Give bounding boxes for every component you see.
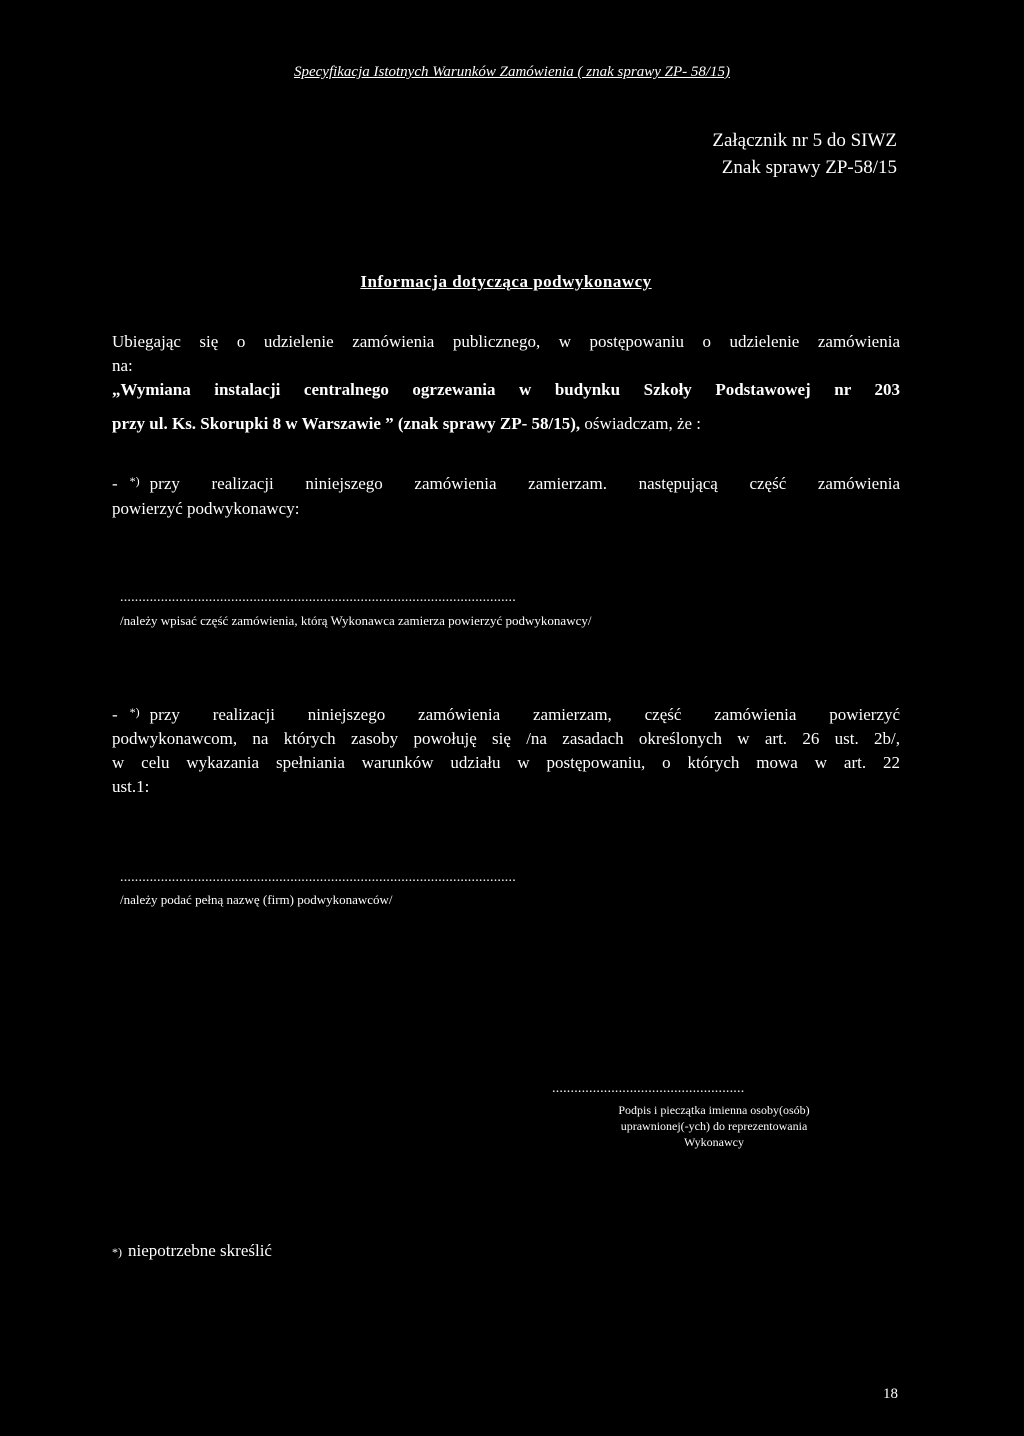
signature-caption (548, 1102, 880, 1150)
option-1-line-1 (112, 474, 900, 494)
contract-name-line-1: „Wymiana instalacji centralnego ogrzewania w budynku Szkoły Podstawowej nr 203 (112, 380, 900, 399)
option-1-footnote-mark: *) (129, 474, 140, 488)
statement-text: oświadczam, że : (580, 414, 702, 433)
option-2-line-4: ust.1: (112, 777, 150, 796)
footnote-mark: *) (112, 1245, 122, 1259)
signature-fill-line: .................................................... (552, 1081, 745, 1096)
running-header: Specyfikacja Istotnych Warunków Zamówienia ( znak sprawy ZP- 58/15) (293, 64, 731, 80)
signature-caption-line-1: Podpis i pieczątka imienna osoby(osób) (618, 1103, 810, 1117)
option-2-text: przy realizacji niniejszego zamówienia zamierzam, część zamówienia powierzyć (149, 705, 900, 724)
signature-caption-line-2: uprawnionej(-ych) do reprezentowania (620, 1119, 808, 1133)
option-2-line-3: w celu wykazania spełniania warunków udziału w postępowaniu, o których mowa w art. 22 (112, 753, 900, 772)
option-2-dash: - (112, 705, 118, 724)
option-1-fill-line: ........................................................................................................... (120, 590, 516, 605)
option-2-line-2: podwykonawcom, na których zasoby powołuję się /na zasadach określonych w art. 26 ust. 2b/, (112, 729, 900, 748)
option-1-line-2: powierzyć podwykonawcy: (112, 499, 300, 518)
footnote-text: niepotrzebne skreślić (128, 1241, 272, 1260)
option-1-dash: - (112, 474, 118, 493)
option-2-hint: /należy podać pełną nazwę (firm) podwykonawców/ (120, 892, 393, 907)
option-2-fill-line: ........................................................................................................... (120, 870, 516, 885)
signature-caption-line-3: Wykonawcy (684, 1135, 744, 1149)
option-1-hint: /należy wpisać część zamówienia, którą Wykonawca zamierza powierzyć podwykonawcy/ (120, 613, 592, 628)
page-number: 18 (883, 1386, 898, 1402)
case-number: Znak sprawy ZP-58/15 (721, 157, 897, 178)
footnote (112, 1241, 272, 1261)
annex-number: Załącznik nr 5 do SIWZ (712, 130, 897, 151)
document-title: Informacja dotycząca podwykonawcy (360, 272, 652, 291)
contract-name-bold: przy ul. Ks. Skorupki 8 w Warszawie ” (znak sprawy ZP- 58/15), (112, 414, 581, 433)
option-2-footnote-mark: *) (129, 705, 140, 719)
option-2-line-1 (112, 705, 900, 725)
intro-line-2: na: (112, 356, 133, 375)
intro-line-1: Ubiegając się o udzielenie zamówienia publicznego, w postępowaniu o udzielenie zamówienia (112, 332, 900, 351)
option-1-text: przy realizacji niniejszego zamówienia zamierzam. następującą część zamówienia (149, 474, 900, 493)
contract-name-line-2 (112, 414, 900, 434)
